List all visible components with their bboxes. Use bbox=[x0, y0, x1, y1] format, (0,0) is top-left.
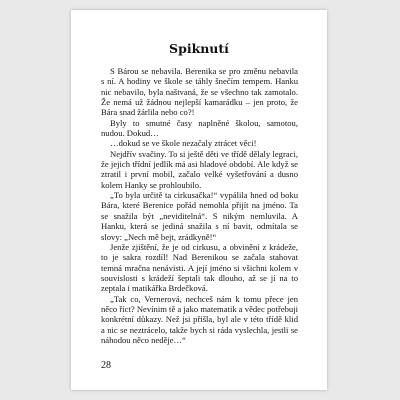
paragraph: „To byla určitě ta cirkusačka!“ vypálila hned od boku Bára, které Berenice pořád nemohla přijít na jméno. Ta se snažila být „neviditelná“. S nikým nemluvila. A Hanku, která se jediná snažila s ní bavit, odmítala se slovy: „Nech mě bejt, zrádkyně!“ bbox=[101, 190, 298, 242]
page-number: 28 bbox=[101, 360, 111, 371]
chapter-title: Spiknutí bbox=[169, 41, 229, 56]
book-page bbox=[71, 10, 327, 390]
paragraph: S Bárou se nebavila. Berenika se pro změnu nebavila s ní. A hodiny ve škole se táhly šnečím tempem. Hanku nic nebavilo, byla naštvaná, že se všechno tak zamotalo. Že nemá už žádnou nejlepší kamarádku – jen proto, že Bára snad žárlila nebo co?! bbox=[101, 66, 298, 118]
chapter-body bbox=[101, 66, 298, 345]
paragraph: Jenže zjištění, že je od cirkusu, a obvinění z krádeže, to je sakra rozdíl! Nad Berenikou se začala stahovat temná mračna nenávisti. A její jméno si všichni kolem v souvislosti s krádeží šeptali tak dlouho, až se jí na to zeptala i matikářka Brdečková. bbox=[101, 241, 298, 294]
paragraph: Byly to smutné časy naplněné školou, samotou, nudou. Dokud… bbox=[101, 117, 298, 139]
paragraph: Nejdřív svačiny. To si ještě děti ve třídě dělaly legraci, že jejich třídní jedlík má asi hladové období. Ale když se ztratil i první mobil, začalo velké vyšetřování a dusno kolem Hanky se prohloubilo. bbox=[101, 148, 298, 190]
paragraph: „Tak co, Vernerová, nechceš nám k tomu přece jen něco říct? Nevínim tě a jako matematik a vědec potřebuji konkrétní důkazy. Než jsi přišla, byl ale v této třídě klid a nic se neztrácelo, takže bych si ráda vyslechla, jestli se náhodou něco neděje…“ bbox=[101, 293, 298, 345]
paragraph: …dokud se ve škole nezačaly ztrácet věci! bbox=[110, 138, 257, 149]
